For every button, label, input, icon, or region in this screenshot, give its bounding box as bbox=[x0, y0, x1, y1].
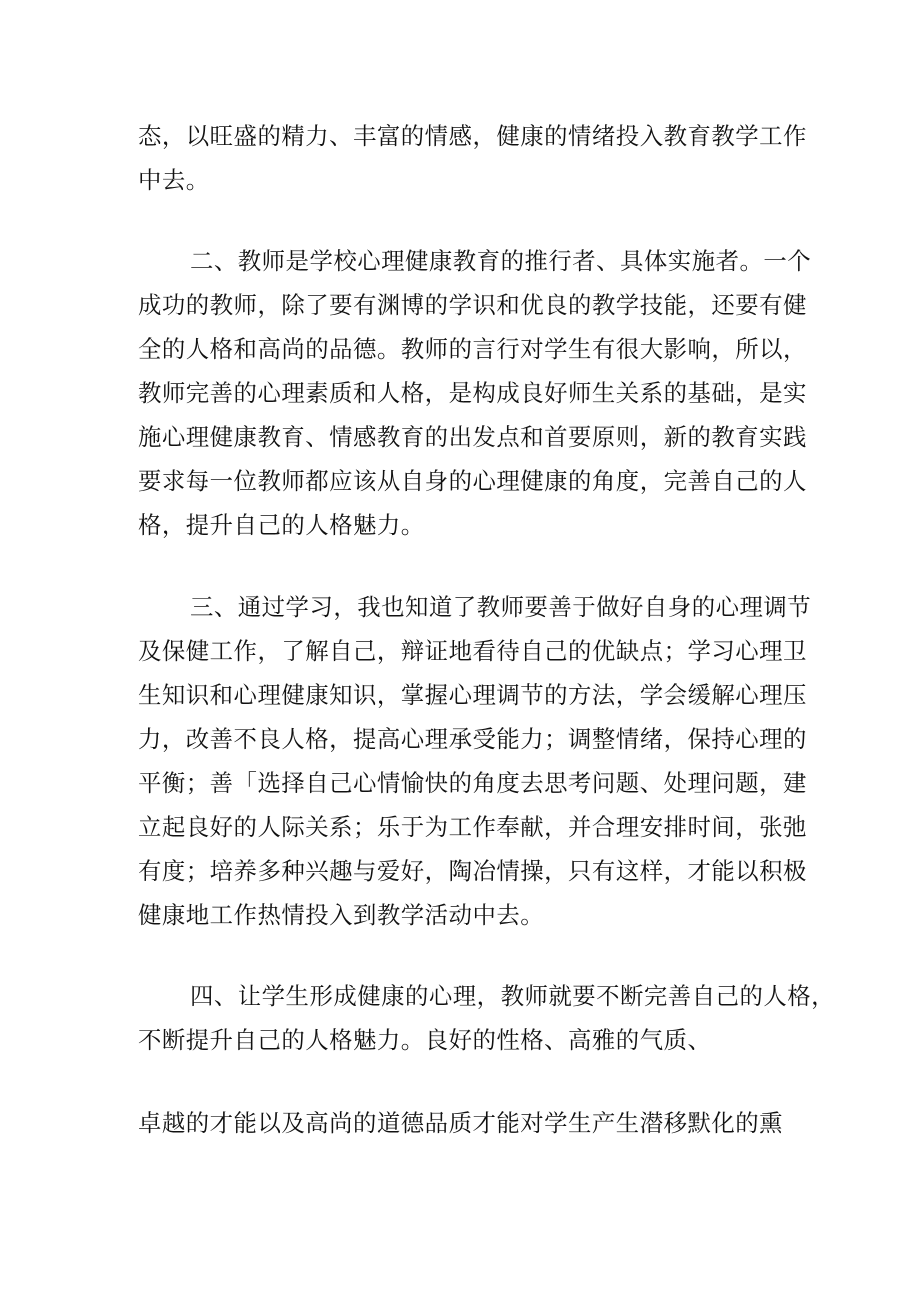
text-line: 不断提升自己的人格魅力。良好的性格、高雅的气质、 bbox=[138, 1026, 712, 1054]
paragraph-4 bbox=[138, 974, 836, 1062]
paragraph-1 bbox=[138, 114, 807, 202]
text-line: 生知识和心理健康知识，掌握心理调节的方法，学会缓解心理压 bbox=[138, 681, 807, 709]
paragraph-3 bbox=[138, 585, 812, 937]
text-line: 有度；培养多种兴趣与爱好，陶冶情操，只有这样，才能以积极 bbox=[138, 857, 807, 885]
text-line: 平衡；善「选择自己心情愉快的角度去思考问题、处理问题，建 bbox=[138, 769, 807, 797]
text-line: 及保健工作，了解自己，辩证地看待自己的优缺点；学习心理卫 bbox=[138, 637, 807, 665]
text-line: 立起良好的人际关系；乐于为工作奉献，并合理安排时间，张弛 bbox=[138, 813, 807, 841]
text-line: 二、教师是学校心理健康教育的推行者、具体实施者。一个 bbox=[190, 247, 812, 275]
text-line: 态，以旺盛的精力、丰富的情感，健康的情绪投入教育教学工作 bbox=[138, 122, 807, 150]
text-line: 施心理健康教育、情感教育的出发点和首要原则，新的教育实践 bbox=[138, 423, 807, 451]
text-line: 教师完善的心理素质和人格，是构成良好师生关系的基础，是实 bbox=[138, 379, 807, 407]
text-line: 三、通过学习，我也知道了教师要善于做好自身的心理调节 bbox=[190, 593, 812, 621]
text-line: 卓越的才能以及高尚的道德品质才能对学生产生潜移默化的熏 bbox=[138, 1109, 784, 1137]
text-line: 要求每一位教师都应该从自身的心理健康的角度，完善自己的人 bbox=[138, 467, 807, 495]
text-line: 成功的教师，除了要有渊博的学识和优良的教学技能，还要有健 bbox=[138, 291, 807, 319]
text-line: 力，改善不良人格，提高心理承受能力；调整情绪，保持心理的 bbox=[138, 725, 807, 753]
text-line: 全的人格和高尚的品德。教师的言行对学生有很大影响，所以， bbox=[138, 335, 807, 363]
text-line: 格，提升自己的人格魅力。 bbox=[138, 511, 425, 539]
paragraph-5 bbox=[138, 1101, 788, 1145]
paragraph-2 bbox=[138, 239, 812, 547]
text-line: 中去。 bbox=[138, 166, 210, 194]
text-line: 四、让学生形成健康的心理，教师就要不断完善自己的人格， bbox=[190, 982, 836, 1010]
text-line: 健康地工作热情投入到教学活动中去。 bbox=[138, 901, 545, 929]
